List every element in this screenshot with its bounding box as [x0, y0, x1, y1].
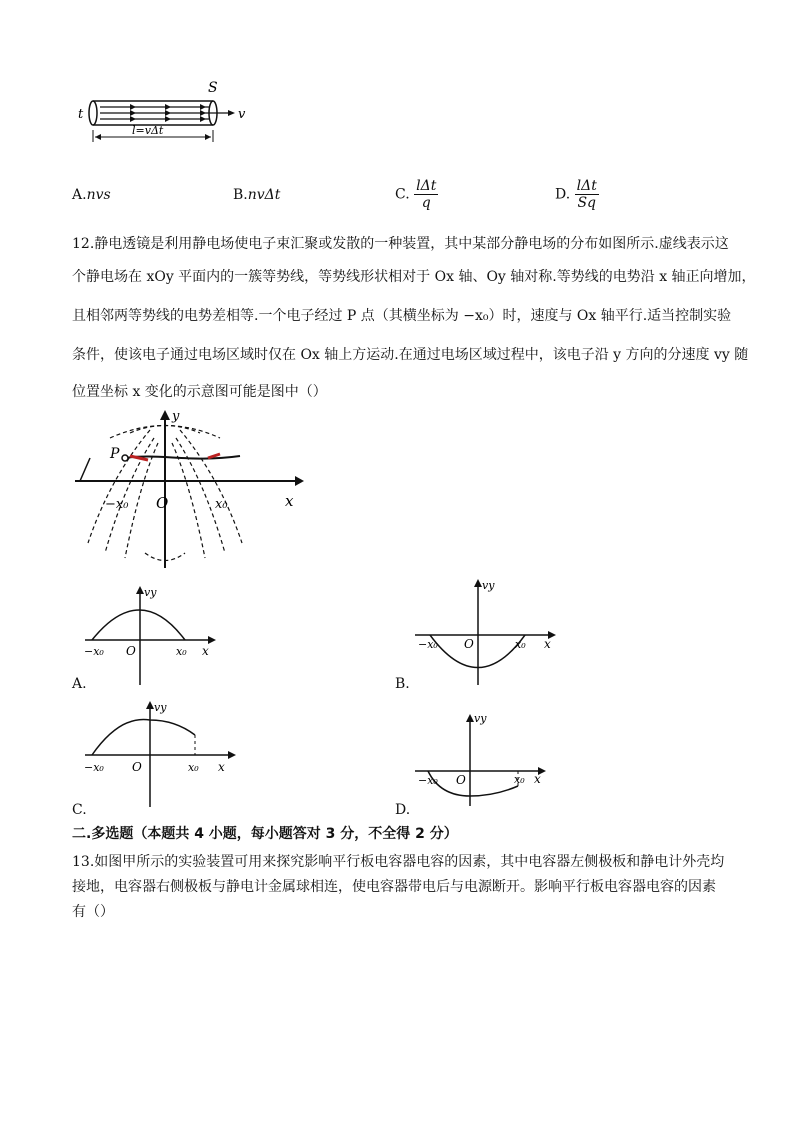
tube-label-l: l=vΔt: [132, 124, 164, 137]
tube-figure: [70, 80, 255, 150]
graph-d-x0: x₀: [514, 773, 525, 786]
field-figure: [70, 408, 310, 573]
q12-line-2: 个静电场在 xOy 平面内的一簇等势线，等势线形状相对于 Ox 轴、Oy 轴对称.等势线的电势沿 x 轴正向增加，: [72, 269, 756, 285]
q13-line-3: 有（）: [72, 904, 114, 920]
graph-a: [70, 580, 230, 690]
graph-b-x: x: [544, 637, 551, 651]
graph-c-neg-x0: −x₀: [84, 761, 104, 774]
graph-c-o: O: [132, 760, 142, 774]
q11-option-d: D. $\frac{\text{lΔt}}{Sq}$: [555, 178, 597, 211]
graph-c-x0: x₀: [188, 761, 199, 774]
graph-a-x0: x₀: [176, 645, 187, 658]
field-label-o: O: [156, 494, 169, 512]
graph-a-neg-x0: −x₀: [84, 645, 104, 658]
q11-option-c-fraction: $\frac{\text{lΔt}}{q}$: [416, 178, 437, 211]
field-label-y: y: [172, 409, 180, 424]
q12-line-1: 12.静电透镜是利用静电场使电子束汇聚或发散的一种装置，其中某部分静电场的分布如图所示.虚线表示这: [72, 236, 729, 252]
graph-a-label: A.: [72, 676, 87, 692]
q12-line-3: 且相邻两等势线的电势差相等.一个电子经过 P 点（其横坐标为 −x₀）时，速度与 Ox 轴平行.适当控制实验: [72, 308, 732, 324]
field-label-neg-x0: −x₀: [105, 497, 129, 512]
section-heading: 二.多选题（本题共 4 小题，每小题答对 3 分，不全得 2 分）: [72, 826, 458, 842]
graph-c: [70, 695, 250, 810]
q12-line-5: 位置坐标 x 变化的示意图可能是图中（）: [72, 384, 327, 400]
graph-c-x: x: [218, 760, 225, 774]
graph-a-x: x: [202, 644, 209, 658]
tube-label-v: v: [238, 107, 246, 122]
graph-b-x0: x₀: [515, 638, 526, 651]
tube-label-t: t: [78, 107, 84, 122]
graph-b-neg-x0: −x₀: [418, 638, 438, 651]
q11-option-a-value: nvs: [86, 187, 111, 203]
graph-a-o: O: [126, 644, 136, 658]
graph-c-vy: vy: [154, 701, 167, 714]
field-label-p: P: [110, 446, 120, 462]
graph-d-x: x: [534, 772, 541, 786]
graph-d-vy: vy: [474, 712, 487, 725]
graph-b-vy: vy: [482, 579, 495, 592]
graph-d-o: O: [456, 773, 466, 787]
q11-option-b: B.nvΔt: [233, 187, 281, 203]
q12-line-4: 条件，使该电子通过电场区域时仅在 Ox 轴上方运动.在通过电场区域过程中，该电子沿 y 方向的分速度 vy 随: [72, 347, 749, 363]
graph-b-label: B.: [395, 676, 410, 692]
graph-d-neg-x0: −x₀: [418, 774, 438, 787]
graph-d: [410, 708, 570, 808]
field-label-x: x: [285, 492, 294, 510]
q11-option-a: A.nvs: [72, 187, 111, 203]
graph-b: [410, 575, 570, 690]
graph-b-o: O: [464, 637, 474, 651]
tube-label-s: S: [208, 80, 218, 96]
q11-option-d-fraction: $\frac{\text{lΔt}}{Sq}$: [576, 178, 597, 211]
graph-a-vy: vy: [144, 586, 157, 599]
q11-option-b-value: nvΔt: [247, 187, 281, 203]
q13-line-2: 接地，电容器右侧极板与静电计金属球相连，使电容器带电后与电源断开。影响平行板电容器电容的因素: [72, 879, 716, 895]
field-label-x0: x₀: [215, 497, 228, 512]
graph-d-label: D.: [395, 802, 411, 818]
graph-c-label: C.: [72, 802, 87, 818]
q13-line-1: 13.如图甲所示的实验装置可用来探究影响平行板电容器电容的因素，其中电容器左侧极板和静电计外壳均: [72, 854, 725, 870]
q11-option-c: C. $\frac{\text{lΔt}}{q}$: [395, 178, 437, 211]
